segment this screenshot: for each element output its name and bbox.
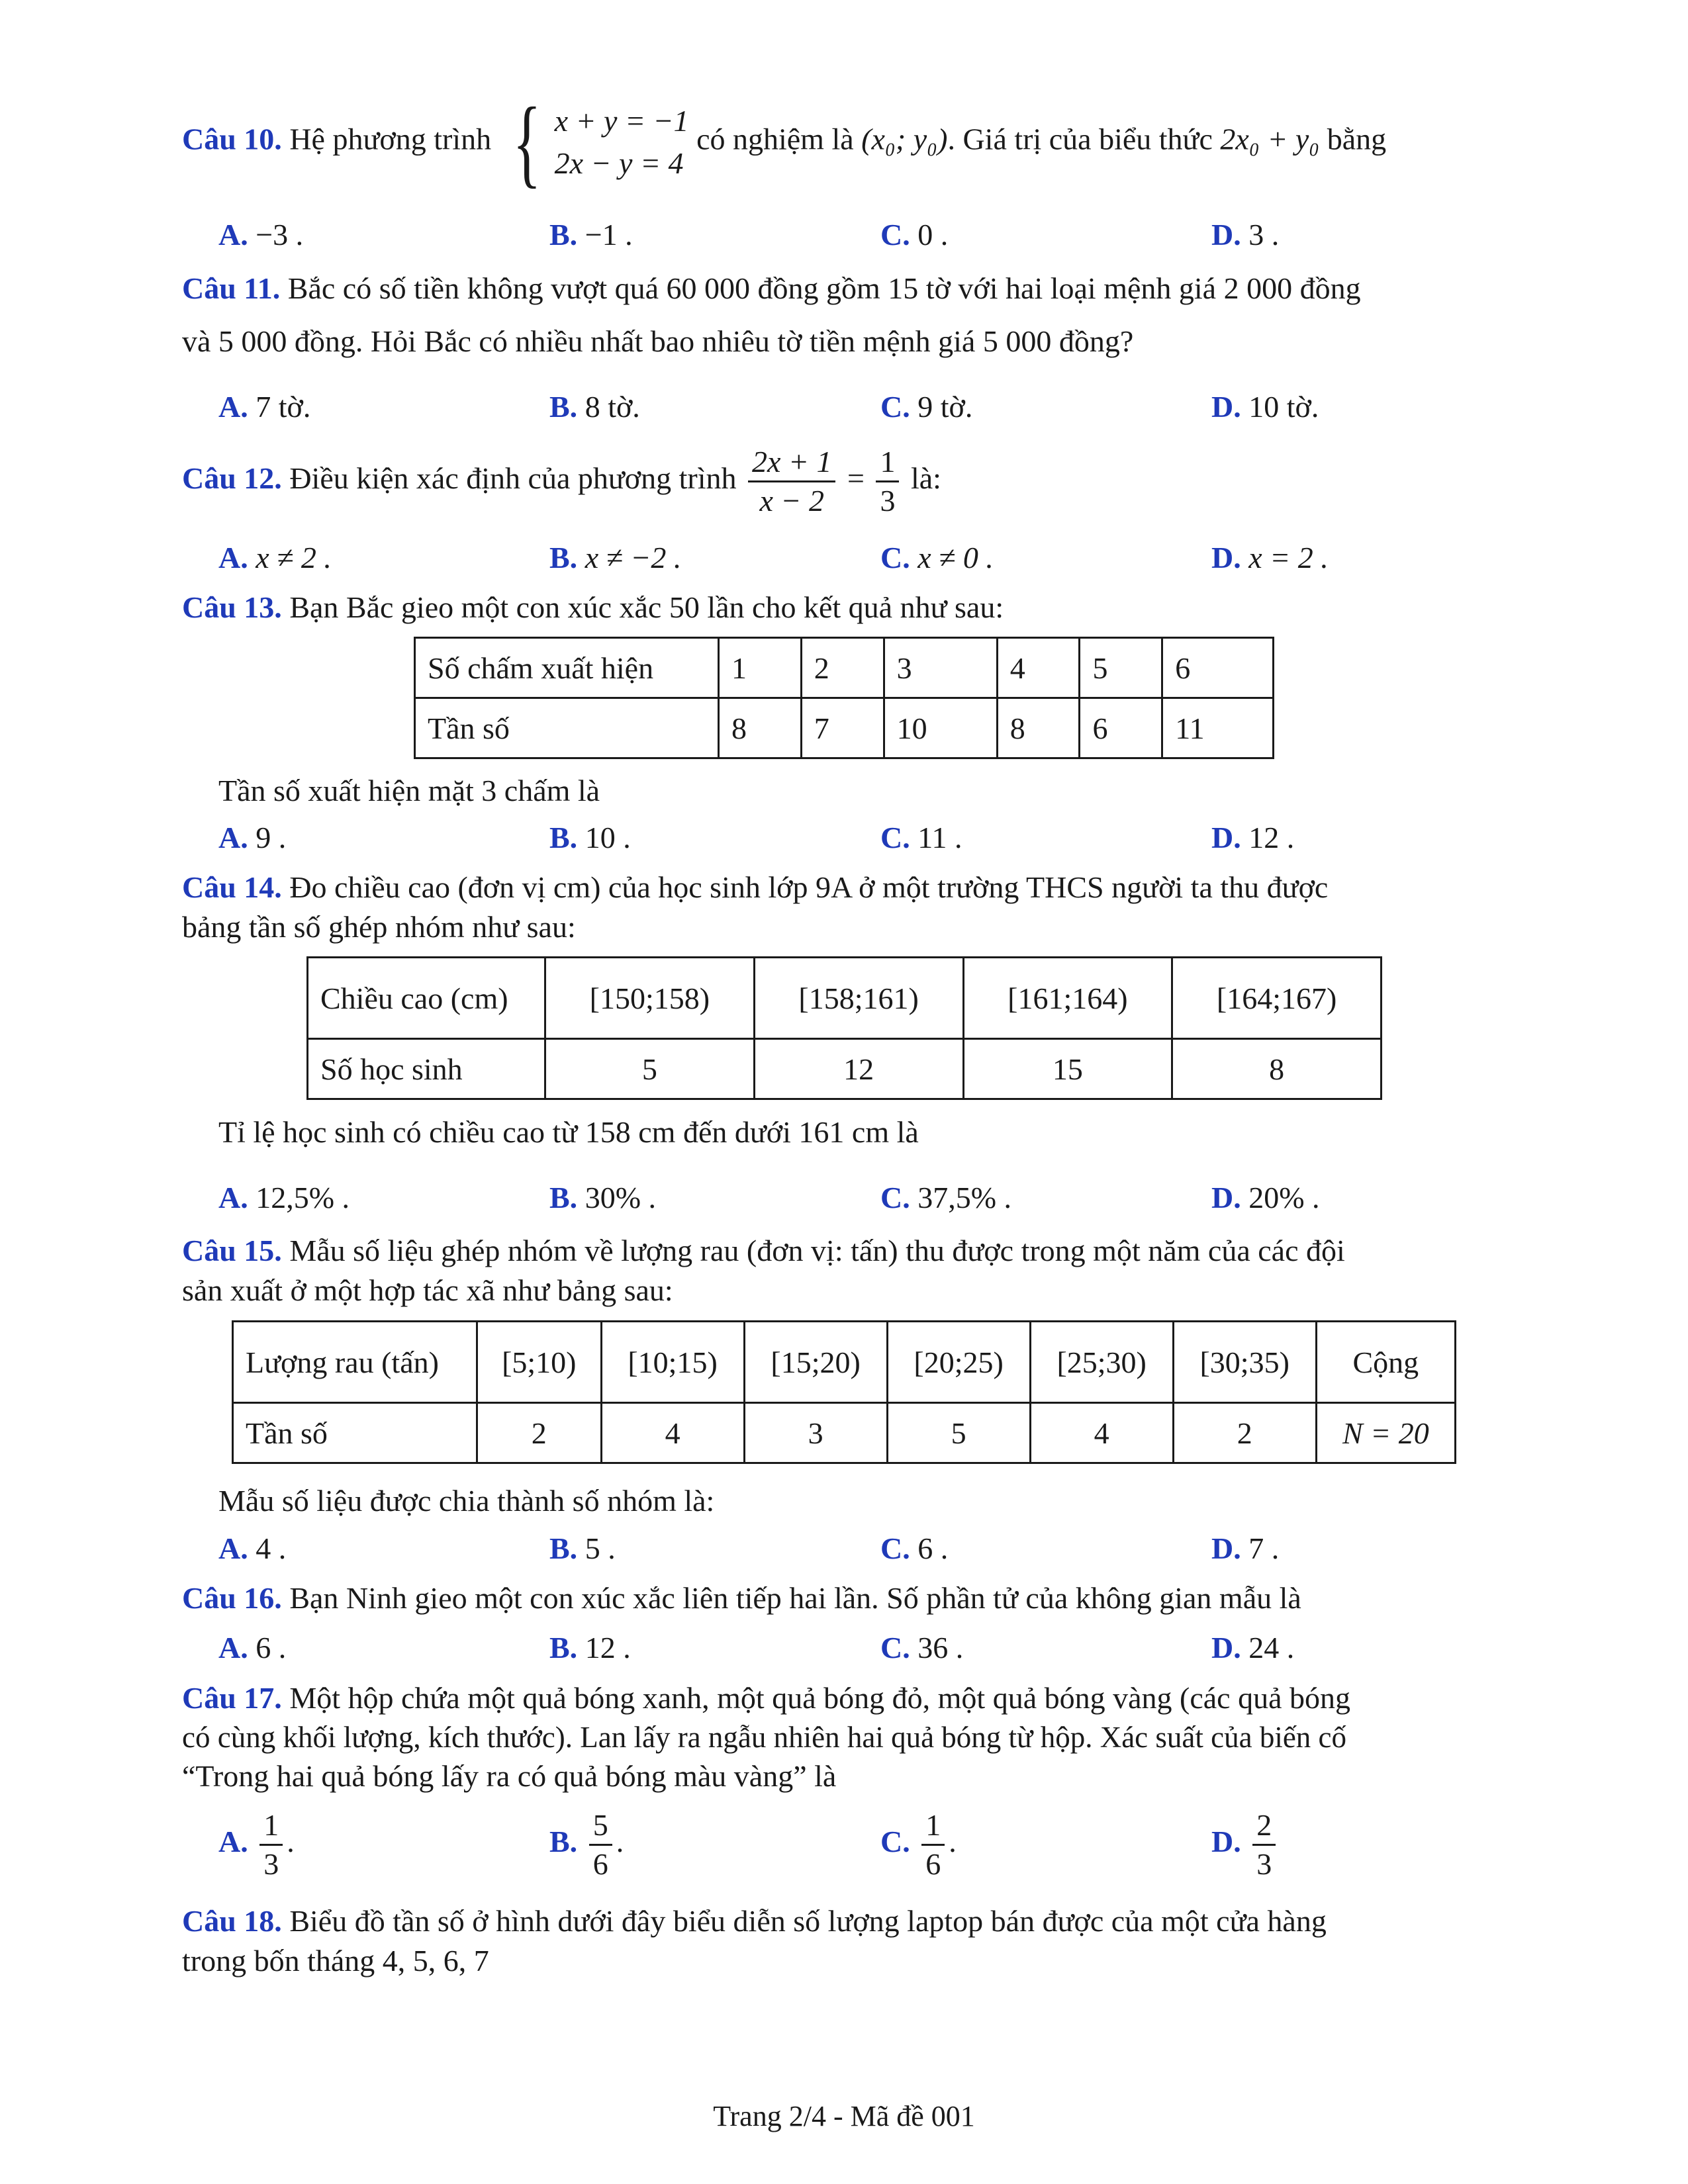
question-label: Câu 10. — [182, 122, 282, 156]
question-16 — [182, 1580, 1301, 1617]
expression: 2x₀ + y₀ — [1220, 122, 1320, 156]
table-row: Chiều cao (cm) [150;158) [158;161) [161;164) [164;167) — [308, 958, 1382, 1039]
option-a[interactable]: A. 6 . — [218, 1631, 287, 1664]
question-11 — [182, 270, 1361, 307]
vegetable-frequency-table — [232, 1320, 1456, 1464]
question-15-sub: Mẫu số liệu được chia thành số nhóm là: — [218, 1484, 715, 1518]
option-c[interactable]: C. $\frac{1}{6}$ . — [880, 1808, 957, 1881]
question-label: Câu 16. — [182, 1581, 282, 1615]
question-10 — [182, 87, 1387, 197]
option-c[interactable]: C. 11 . — [880, 821, 962, 854]
option-d[interactable]: D. 20% . — [1211, 1181, 1320, 1214]
option-a[interactable]: A. −3 . — [218, 218, 304, 251]
option-c[interactable]: C. 37,5% . — [880, 1181, 1012, 1214]
option-d[interactable]: D. 24 . — [1211, 1631, 1295, 1664]
question-17 — [182, 1680, 1350, 1717]
question-18-line2: trong bốn tháng 4, 5, 6, 7 — [182, 1944, 489, 1978]
question-14-sub: Tỉ lệ học sinh có chiều cao từ 158 cm đến dưới 161 cm là — [218, 1115, 919, 1149]
equation-2: 2x − y = 4 — [554, 146, 684, 180]
question-text: có nghiệm là — [696, 122, 854, 156]
option-d[interactable]: D. $\frac{2}{3}$ — [1211, 1807, 1280, 1883]
question-label: Câu 15. — [182, 1234, 282, 1267]
option-a[interactable]: A. 7 tờ. — [218, 390, 311, 424]
option-d[interactable]: D. x = 2 . — [1211, 541, 1329, 574]
table-row: Tần số 8 7 10 8 6 11 — [415, 698, 1274, 758]
question-label: Câu 18. — [182, 1904, 282, 1938]
option-d[interactable]: D. 7 . — [1211, 1531, 1280, 1565]
question-15-line2: sản xuất ở một hợp tác xã như bảng sau: — [182, 1273, 673, 1307]
question-text: . Giá trị của biểu thức — [947, 122, 1213, 156]
question-label: Câu 17. — [182, 1681, 282, 1715]
brace: { — [512, 87, 541, 197]
fraction: $\frac{1}{3}$ — [876, 443, 899, 520]
option-d[interactable]: D. 3 . — [1211, 218, 1280, 251]
option-b[interactable]: B. 5 . — [549, 1531, 616, 1565]
question-text: Đo chiều cao (đơn vị cm) của học sinh lớp 9A ở một trường THCS người ta thu được — [289, 870, 1329, 904]
question-text: bằng — [1327, 122, 1387, 156]
question-text: Bạn Bắc gieo một con xúc xắc 50 lần cho kết quả như sau: — [289, 590, 1004, 624]
option-a[interactable]: A. x ≠ 2 . — [218, 541, 332, 574]
solution-pair: (x₀; y₀) — [861, 122, 948, 156]
question-text: Bạn Ninh gieo một con xúc xắc liên tiếp hai lần. Số phần tử của không gian mẫu là — [289, 1581, 1301, 1615]
question-18 — [182, 1903, 1327, 1940]
question-text: Bắc có số tiền không vượt quá 60 000 đồng gồm 15 tờ với hai loại mệnh giá 2 000 đồng — [287, 271, 1361, 305]
option-a[interactable]: A. 9 . — [218, 821, 287, 854]
question-label: Câu 14. — [182, 870, 282, 904]
question-label: Câu 12. — [182, 461, 282, 496]
option-a[interactable]: A. 12,5% . — [218, 1181, 350, 1214]
option-b[interactable]: B. x ≠ −2 . — [549, 541, 682, 574]
option-c[interactable]: C. x ≠ 0 . — [880, 541, 994, 574]
option-b[interactable]: B. 12 . — [549, 1631, 631, 1664]
question-14-line2: bảng tần số ghép nhóm như sau: — [182, 910, 576, 944]
question-text: Biểu đồ tần số ở hình dưới đây biểu diễn số lượng laptop bán được của một cửa hàng — [289, 1904, 1327, 1938]
question-14 — [182, 869, 1328, 906]
option-a[interactable]: A. $\frac{1}{3}$ . — [218, 1808, 295, 1881]
table-row: Số học sinh 5 12 15 8 — [308, 1039, 1382, 1099]
table-row: Số chấm xuất hiện 1 2 3 4 5 6 — [415, 638, 1274, 698]
question-11-line2: và 5 000 đồng. Hỏi Bắc có nhiều nhất bao nhiêu tờ tiền mệnh giá 5 000 đồng? — [182, 324, 1134, 358]
question-17-line2: có cùng khối lượng, kích thước). Lan lấy ra ngẫu nhiên hai quả bóng từ hộp. Xác suất của biến cố — [182, 1721, 1347, 1754]
page-footer: Trang 2/4 - Mã đề 001 — [713, 2100, 975, 2132]
option-d[interactable]: D. 12 . — [1211, 821, 1295, 854]
option-b[interactable]: B. −1 . — [549, 218, 633, 251]
question-13 — [182, 589, 1004, 626]
question-text: Hệ phương trình — [289, 122, 492, 156]
equation-1: x + y = −1 — [554, 104, 689, 138]
question-label: Câu 11. — [182, 271, 281, 305]
question-13-sub: Tần số xuất hiện mặt 3 chấm là — [218, 774, 600, 807]
fraction: $\frac{2x + 1}{x - 2}$ — [748, 443, 835, 520]
option-d[interactable]: D. 10 tờ. — [1211, 390, 1319, 424]
equation-system — [499, 87, 689, 197]
option-b[interactable]: B. $\frac{5}{6}$ . — [549, 1808, 624, 1881]
option-b[interactable]: B. 30% . — [549, 1181, 657, 1214]
option-c[interactable]: C. 36 . — [880, 1631, 964, 1664]
question-17-line3: “Trong hai quả bóng lấy ra có quả bóng màu vàng” là — [182, 1759, 837, 1793]
question-12: Câu 12. Điều kiện xác định của phương trình $\frac{2x + 1}{x - 2}$ = $\frac{1}{3}$ là: — [182, 443, 941, 520]
question-text: Điều kiện xác định của phương trình — [289, 461, 737, 496]
option-b[interactable]: B. 10 . — [549, 821, 631, 854]
table-row: Lượng rau (tấn) [5;10) [10;15) [15;20) [20;25) [25;30) [30;35) Cộng — [233, 1322, 1456, 1403]
option-c[interactable]: C. 0 . — [880, 218, 949, 251]
question-15 — [182, 1232, 1345, 1269]
option-b[interactable]: B. 8 tờ. — [549, 390, 640, 424]
question-text: Một hộp chứa một quả bóng xanh, một quả bóng đỏ, một quả bóng vàng (các quả bóng — [289, 1681, 1351, 1715]
dice-frequency-table — [414, 637, 1274, 759]
option-a[interactable]: A. 4 . — [218, 1531, 287, 1565]
option-c[interactable]: C. 6 . — [880, 1531, 949, 1565]
question-label: Câu 13. — [182, 590, 282, 624]
option-c[interactable]: C. 9 tờ. — [880, 390, 973, 424]
height-frequency-table — [306, 956, 1382, 1100]
table-row: Tần số 2 4 3 5 4 2 N = 20 — [233, 1403, 1456, 1463]
question-text: Mẫu số liệu ghép nhóm về lượng rau (đơn vị: tấn) thu được trong một năm của các đội — [289, 1234, 1345, 1267]
question-text: là: — [910, 461, 941, 496]
